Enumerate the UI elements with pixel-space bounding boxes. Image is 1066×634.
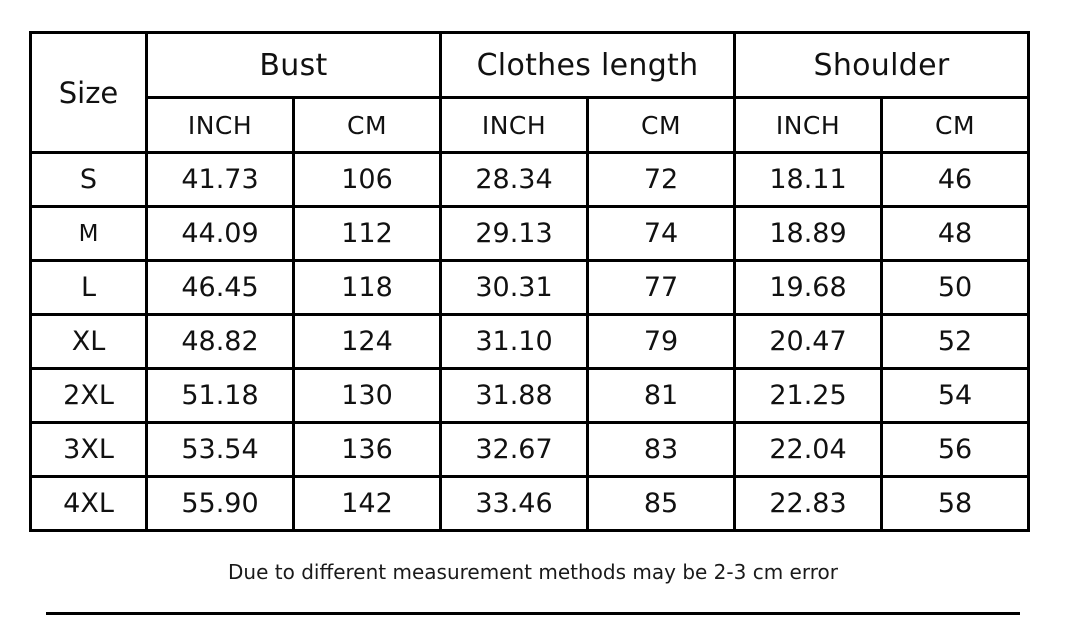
- cell-length-cm: 83: [588, 423, 735, 477]
- cell-shoulder-cm: 58: [882, 477, 1029, 531]
- cell-size: M: [31, 207, 147, 261]
- cell-shoulder-cm: 46: [882, 153, 1029, 207]
- cell-size: S: [31, 153, 147, 207]
- cell-size: 3XL: [31, 423, 147, 477]
- cell-shoulder-cm: 54: [882, 369, 1029, 423]
- cell-shoulder-inch: 18.89: [735, 207, 882, 261]
- cell-size: 4XL: [31, 477, 147, 531]
- cell-length-inch: 32.67: [441, 423, 588, 477]
- cell-size: XL: [31, 315, 147, 369]
- cell-length-cm: 79: [588, 315, 735, 369]
- header-size: Size: [31, 33, 147, 153]
- table-row: [31, 153, 1029, 207]
- cell-length-inch: 28.34: [441, 153, 588, 207]
- table-row: [31, 477, 1029, 531]
- cell-shoulder-inch: 21.25: [735, 369, 882, 423]
- header-bust: Bust: [147, 33, 441, 98]
- table-row: [31, 207, 1029, 261]
- header-shoulder: Shoulder: [735, 33, 1029, 98]
- cell-bust-cm: 124: [294, 315, 441, 369]
- cell-length-cm: 74: [588, 207, 735, 261]
- cell-bust-inch: 48.82: [147, 315, 294, 369]
- cell-bust-inch: 41.73: [147, 153, 294, 207]
- cell-shoulder-inch: 19.68: [735, 261, 882, 315]
- cell-bust-cm: 118: [294, 261, 441, 315]
- cell-length-inch: 31.88: [441, 369, 588, 423]
- size-chart-table: [29, 31, 1030, 532]
- table-header: [31, 33, 1029, 153]
- cell-bust-cm: 136: [294, 423, 441, 477]
- cell-bust-inch: 46.45: [147, 261, 294, 315]
- cell-shoulder-cm: 48: [882, 207, 1029, 261]
- cell-shoulder-inch: 18.11: [735, 153, 882, 207]
- cell-length-inch: 29.13: [441, 207, 588, 261]
- header-row-units: [31, 98, 1029, 153]
- cell-length-inch: 30.31: [441, 261, 588, 315]
- cell-shoulder-inch: 22.04: [735, 423, 882, 477]
- cell-shoulder-cm: 56: [882, 423, 1029, 477]
- table-row: [31, 261, 1029, 315]
- table-body: [31, 153, 1029, 531]
- cell-size: L: [31, 261, 147, 315]
- size-chart-container: [29, 31, 1029, 532]
- cell-bust-cm: 142: [294, 477, 441, 531]
- header-shoulder-cm: CM: [882, 98, 1029, 153]
- cell-bust-inch: 51.18: [147, 369, 294, 423]
- measurement-note: Due to different measurement methods may be 2-3 cm error: [228, 560, 838, 584]
- cell-bust-cm: 112: [294, 207, 441, 261]
- cell-length-inch: 31.10: [441, 315, 588, 369]
- cell-bust-inch: 44.09: [147, 207, 294, 261]
- cell-length-cm: 72: [588, 153, 735, 207]
- table-row: [31, 315, 1029, 369]
- cell-length-inch: 33.46: [441, 477, 588, 531]
- header-clothes-length: Clothes length: [441, 33, 735, 98]
- cell-size: 2XL: [31, 369, 147, 423]
- cell-length-cm: 85: [588, 477, 735, 531]
- cell-bust-cm: 130: [294, 369, 441, 423]
- cell-shoulder-inch: 22.83: [735, 477, 882, 531]
- table-row: [31, 369, 1029, 423]
- cell-shoulder-inch: 20.47: [735, 315, 882, 369]
- cell-shoulder-cm: 52: [882, 315, 1029, 369]
- cell-bust-inch: 55.90: [147, 477, 294, 531]
- cell-shoulder-cm: 50: [882, 261, 1029, 315]
- header-shoulder-inch: INCH: [735, 98, 882, 153]
- table-row: [31, 423, 1029, 477]
- header-bust-inch: INCH: [147, 98, 294, 153]
- cell-length-cm: 81: [588, 369, 735, 423]
- header-length-inch: INCH: [441, 98, 588, 153]
- cell-length-cm: 77: [588, 261, 735, 315]
- cell-bust-cm: 106: [294, 153, 441, 207]
- cell-bust-inch: 53.54: [147, 423, 294, 477]
- bottom-divider: [46, 612, 1020, 615]
- header-row-groups: [31, 33, 1029, 98]
- header-length-cm: CM: [588, 98, 735, 153]
- header-bust-cm: CM: [294, 98, 441, 153]
